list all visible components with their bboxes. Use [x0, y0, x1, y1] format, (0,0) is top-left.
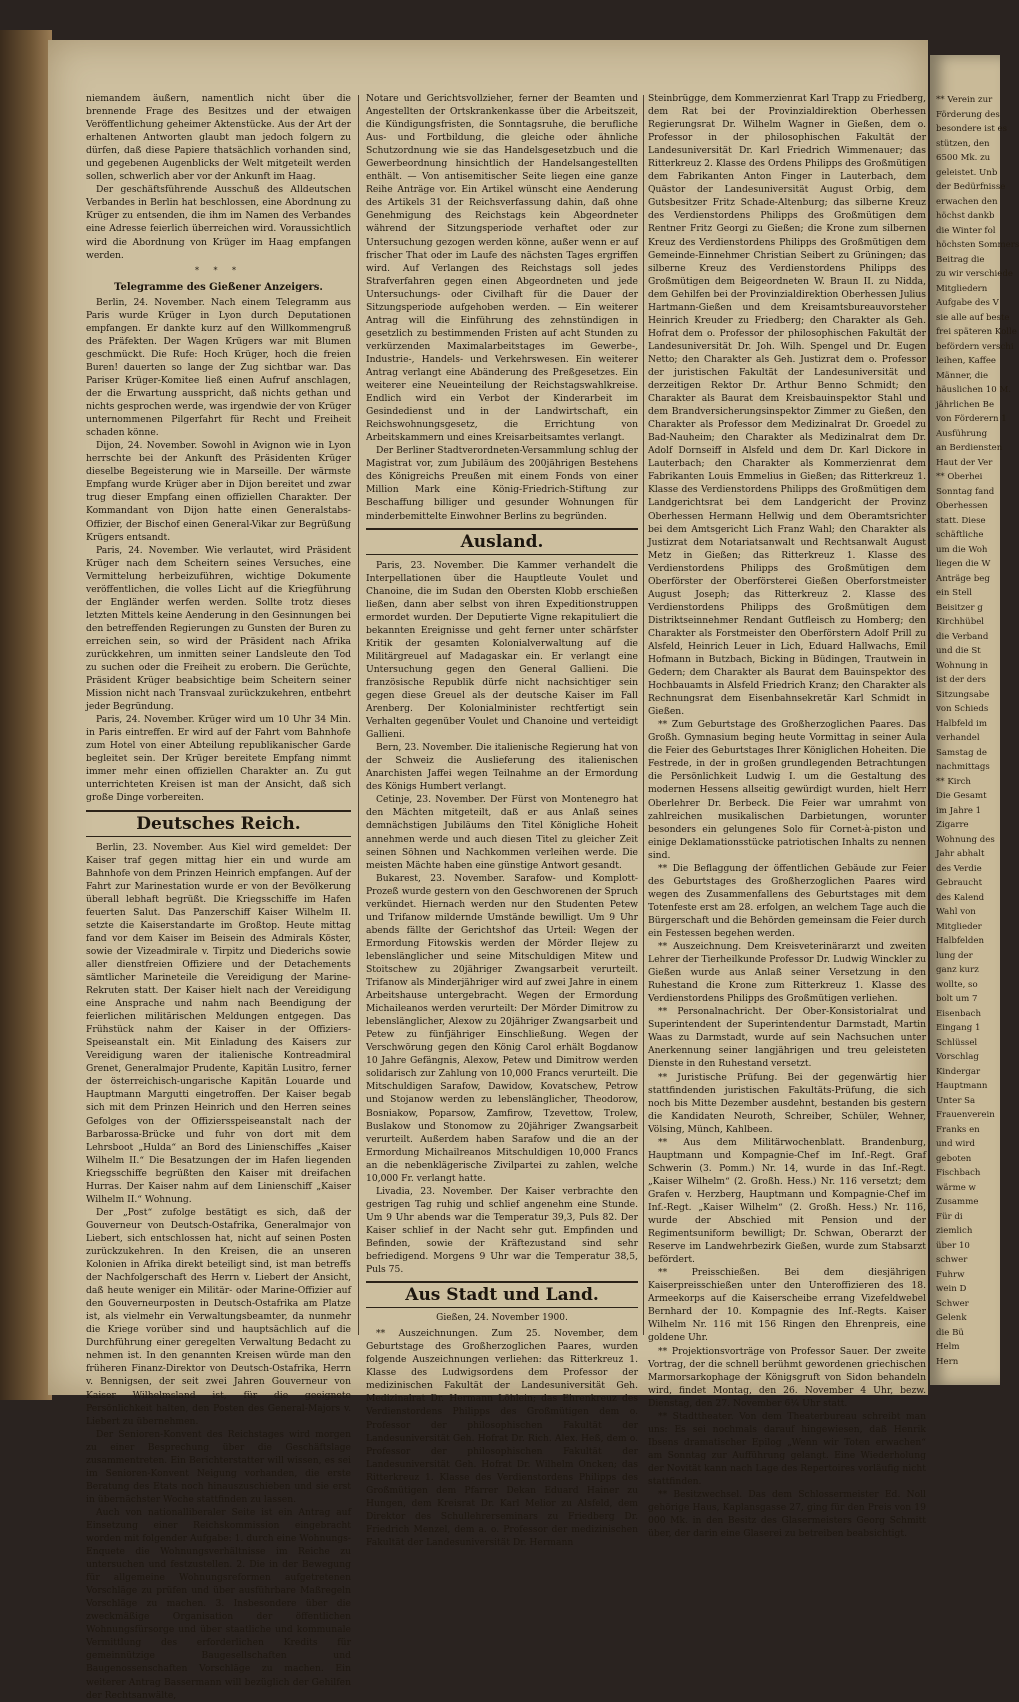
adjacent-page-line: nachmittags [936, 762, 990, 772]
section-heading-ausland: Ausland. [366, 528, 638, 555]
adjacent-page-line: Unter Sa [936, 1095, 976, 1106]
adjacent-page-line: Für di [936, 1211, 963, 1222]
paragraph: ** Preisschießen. Bei dem diesjährigen Kaiserpreisschießen unter den Unteroffizieren des 18. Armeekorps auf die Kaiserscheibe errang Vizefeldwebel Bernhard der 10. Kompagnie des Inf.-Regts. Kaiser Wilhelm Nr. 116 mit 156 Ringen den Ehrenpreis, eine goldene Uhr. [648, 1267, 926, 1344]
adjacent-page-line: Fuhrw [936, 1269, 965, 1280]
paragraph: ** Besitzwechsel. Das dem Schlossermeister Ed. Noll gehörige Haus, Kaplansgasse 27, ging für den Preis von 19 000 Mk. in den Besitz des Glasermeisters Georg Schmitt über, der darin eine Glaserei zu betreiben beabsichtigt. [648, 1489, 926, 1540]
adjacent-page-line: Wohnung in [936, 660, 989, 671]
book-binding-edge [0, 30, 52, 1400]
paragraph: Livadia, 23. November. Der Kaiser verbrachte den gestrigen Tag ruhig und schlief angenehm eine Stunde. Um 9 Uhr abends war die Temperatur 39,3, Puls 82. Der Kaiser schlief in der Nacht sehr gut. Empfinden und Befinden, sowie der Kräftezustand sind sehr befriedigend. Morgens 9 Uhr war die Temperatur 38,5, Puls 75. [366, 1185, 638, 1276]
adjacent-page-line: die Bü [936, 1327, 964, 1338]
adjacent-page-line: Helm [936, 1342, 960, 1352]
adjacent-page-line: Sonntag fand [936, 486, 995, 497]
adjacent-page-line: erwachen den [936, 196, 998, 207]
column-divider [643, 95, 644, 1335]
adjacent-page-line: ist der ders [936, 675, 986, 685]
paragraph: Berlin, 23. November. Aus Kiel wird gemeldet: Der Kaiser traf gegen mittag hier ein und wurde am Bahnhofe von dem Prinzen Heinrich empfangen. Auf der Fahrt zur Marinestation wurde er von der Bevölkerung überall lebhaft begrüßt. Die Kriegsschiffe im Hafen feuerten Salut. Das Panzerschiff Kaiser Wilhelm II. setzte die Kaiserstandarte im Großtop. Heute mittag fand vor dem Kaiser im Beisein des Admirals Köster, sowie der Vizeadmirale v. Tirpitz und Diederichs sowie aller dienstfreien Offiziere und der Detachements sämtlicher Marineteile die Vereidigung der Marine-Rekruten statt. Der Kaiser hielt nach der Vereidigung eine Ansprache und nahm nach Beendigung der feierlichen militärischen Meldungen entgegen. Das Frühstück nahm der Kaiser in der Offiziers-Speiseanstalt ein. Mit Einladung des Kaisers zur Vereidigung waren der italienische Kontreadmiral Grenet, Generalmajor Prudente, Kapitän Lusitro, ferner der österreichisch-ungarische Kapitän Louarde und Hauptmann Margutti eingetroffen. Der Kaiser begab sich mit dem Prinzen Heinrich und den Herren seines Gefolges von der Offiziersspeiseanstalt nach der Barbarossa-Brücke und fuhr von dort mit dem Lehrsboot „Hulda“ an Bord des Linienschiffes „Kaiser Wilhelm II.“ Die Besatzungen der im Hafen liegenden Kriegsschiffe begrüßten den Kaiser mit dreifachen Hurras. Der Kaiser nahm auf dem Linienschiff „Kaiser Wilhelm II.“ Wohnung. [86, 841, 351, 1205]
adjacent-page-line: verhandel [936, 733, 980, 743]
adjacent-page-line: statt. Diese [936, 515, 986, 526]
adjacent-page-line: ** Kirch [936, 776, 971, 787]
adjacent-page-line: von Schieds [936, 704, 989, 714]
paragraph: ** Juristische Prüfung. Bei der gegenwärtig hier stattfindenden juristischen Fakultäts-Prüfung, die sich noch bis Mitte Dezember ausdehnt, bestanden bis gestern die Kandidaten Neuroth, Schreiber, Schüler, Wehner, Völsing, Münch, Kahlbeen. [648, 1071, 926, 1135]
adjacent-page-line: ziemlich [936, 1226, 973, 1236]
adjacent-page-line: Beitrag die [936, 254, 985, 265]
adjacent-page-line: Sitzungsabe [936, 689, 990, 700]
adjacent-page-line: Vorschlag [936, 1052, 979, 1062]
section-heading-deutsches-reich: Deutsches Reich. [86, 810, 351, 837]
adjacent-page-line: 6500 Mk. zu [936, 153, 991, 163]
paragraph: Notare und Gerichtsvollzieher, ferner der Beamten und Angestellten der Ortskrankenkasse über die Arbeitszeit, die Kündigungsfristen, die Sonntagsruhe, die berufliche Aus- und Fortbildung, die gleiche oder ähnliche Schutzordnung wie sie das Handelsgesetzbuch und die Gewerbeordnung hinsichtlich der Handelsangestellten enthält. — Von antisemitischer Seite liegen eine ganze Reihe Anträge vor. Ein Artikel wünscht eine Aenderung des Artikels 31 der Reichsverfassung dahin, daß ohne Genehmigung des Reichstags kein Abgeordneter während der Sitzungsperiode verhaftet oder zur Untersuchung gezogen werden könne, außer wenn er auf frischer That oder im Laufe des nächsten Tages ergriffen wird. Auf Verlangen des Reichstags soll jedes Strafverfahren gegen einen Abgeordneten und jede Untersuchungs- oder Civilhaft für die Dauer der Sitzungsperiode aufgehoben werden. — Ein weiterer Antrag will die Einführung des zehnstündigen in gesetzlich zu bestimmenden Fristen auf acht Stunden zu verkürzenden Maximalarbeitstages im Gewerbe-, Industrie-, Handels- und Verkehrswesen. Ein weiterer Antrag verlangt eine Abänderung des Preßgesetzes. Ein weiterer eine Neueinteilung der Reichstagswahlkreise. Endlich wird ein Verbot der Kinderarbeit im Gesindedienst und in der Landwirtschaft, ein Reichswohnungsgesetz, die Errichtung von Arbeitskammern und eines Kreisarbeitsamtes verlangt. [366, 93, 638, 444]
adjacent-page-line: Halbfelden [936, 936, 985, 946]
adjacent-page-line: Frauenverein [936, 1110, 995, 1120]
adjacent-page-line: wärme w [936, 1182, 976, 1193]
adjacent-page-line: Mitglieder [936, 921, 982, 932]
adjacent-page-line: Zigarre [936, 820, 969, 830]
adjacent-page-line: von Förderern 1 [936, 414, 1007, 424]
paragraph: Paris, 24. November. Krüger wird um 10 Uhr 34 Min. in Paris eintreffen. Er wird auf der Fahrt vom Bahnhofe zum Hotel von einer Abteilung republikanischer Garde begleitet sein. Der Krüger bereitete Empfang nimmt immer mehr einen offiziellen Charakter an. Zu gut unterrichteten Kreisen ist man der Ansicht, daß sich große Dinge vorbereiten. [86, 714, 351, 804]
adjacent-page-line: befördern verschi [936, 341, 1014, 352]
adjacent-page-line: ** Verein zur [936, 95, 993, 105]
adjacent-page-line: wollte, so [936, 979, 978, 990]
adjacent-page-line: Hern [936, 1356, 959, 1367]
adjacent-page-line: im Jahre 1 [936, 805, 982, 816]
adjacent-page-line: zu wir verschiede [936, 269, 1013, 279]
paragraph: Der Berliner Stadtverordneten-Versammlung schlug der Magistrat vor, zum Jubiläum des 200jährigen Bestehens des Königreichs Preußen mit einem Fonds von einer Million Mark eine König-Friedrich-Stiftung zur Beschaffung billiger und gesunder Wohnungen für minderbemittelte Einwohner Berlins zu begründen. [366, 445, 638, 522]
adjacent-page-line: ganz kurz [936, 965, 979, 975]
adjacent-page-line: des Kalend [936, 892, 985, 903]
paragraph: ** Projektionsvorträge von Professor Sauer. Der zweite Vortrag, der die schnell berühmt gewordenen griechischen Marmorsarkophage der Königsgruft von Sidon behandeln wird, findet Montag, den 26. November 4 Uhr, bezw. Dienstag, den 27. November 6¼ Uhr statt. [648, 1345, 926, 1409]
adjacent-page-line: höchsten Sommers [936, 240, 1019, 250]
adjacent-page-line: und die St [936, 646, 981, 656]
paragraph: Paris, 23. November. Die Kammer verhandelt die Interpellationen über die Hauptleute Voulet und Chanoine, die im Sudan den Obersten Klobb erschießen ließen, dann aber selbst von ihren Expeditionstruppen ermordet wurden. Der Deputierte Vigne rekapituliert die bekannten Ereignisse und geht ferner unter schärfster Kritik der gesamten Kolonialverwaltung auf die Militärgreuel auf Madagaskar ein. Er verlangt eine Untersuchung gegen den General Gallieni. Die französische Republik dürfe nicht nachsichtiger sein gegen diese Greuel als der deutsche Kaiser im Fall Arenberg. Der Kolonialminister rechtfertigt sein Verhalten gegenüber Voulet und Chanoine und verteidigt Gallieni. [366, 559, 638, 741]
adjacent-page-line: bolt um 7 [936, 994, 978, 1004]
adjacent-page-line: Aufgabe des V [936, 298, 999, 308]
adjacent-page-line: geboten [936, 1153, 972, 1164]
paragraph: Dijon, 24. November. Sowohl in Avignon wie in Lyon herrschte bei der Ankunft des Präsidenten Krüger dieselbe Begeisterung wie in Marseille. Der wärmste Empfang wurde Krüger aber in Dijon bereitet und zwar trug dieser Empfang einen offiziellen Charakter. Der Kommandant von Dijon hatte einen Generalstabs-Offizier, der Bischof einen General-Vikar zur Begrüßung Krügers entsandt. [86, 440, 351, 543]
adjacent-page-line: häuslichen 10 M. [936, 385, 1011, 395]
adjacent-page-line: die Verband [936, 631, 989, 642]
adjacent-page-line: Oberhessen [936, 501, 988, 511]
adjacent-page-line: Beisitzer g [936, 602, 983, 613]
adjacent-page-line: Zusamme [936, 1197, 979, 1207]
paragraph: Der Senioren-Konvent des Reichstages wird morgen zu einer Besprechung über die Geschäftslage zusammentreten. Ein Berichterstatter will wissen, es sei im Senioren-Konvent Neigung vorhanden, die erste Beratung des Etats noch hinauszuschieben und sie erst in übernächster Woche stattfinden zu lassen. [86, 1428, 351, 1505]
adjacent-page-line: Wahl von [936, 907, 976, 917]
adjacent-page-line: Halbfeld im [936, 718, 988, 729]
paragraph: ** Aus dem Militärwochenblatt. Brandenburg, Hauptmann und Kompagnie-Chef im Inf.-Regt. Graf Schwerin (3. Pomm.) Nr. 14, wurde in das Inf.-Regt. „Kaiser Wilhelm“ (2. Großh. Hess.) Nr. 116 versetzt; dem Grafen v. Herzberg, Hauptmann und Kompagnie-Chef im Inf.-Regt. „Kaiser Wilhelm“ (2. Großh. Hess.) Nr. 116, wurde der Abschied mit Pension und der Regimentsuniform bewilligt; Dr. Schwan, Oberarzt der Reserve im Landwehrbezirk Gießen, wurde zum Stabsarzt befördert. [648, 1136, 926, 1266]
adjacent-page-line: Jahr abhalt [936, 849, 985, 859]
column-3 [648, 92, 926, 1540]
column-2 [366, 92, 638, 1548]
adjacent-page-line: Anträge beg [936, 573, 990, 584]
adjacent-page-line: Wohnung des [936, 834, 995, 845]
adjacent-page-line: wein D [936, 1284, 967, 1294]
adjacent-page-line: Eingang 1 [936, 1023, 981, 1033]
adjacent-page-line: Gelenk [936, 1313, 967, 1323]
adjacent-page-text [930, 55, 1019, 1369]
paragraph: ** Auszeichnung. Dem Kreisveterinärarzt und zweiten Lehrer der Tierheilkunde Professor Dr. Ludwig Winckler zu Gießen wurde aus Anlaß seiner Versetzung in den Ruhestand die Krone zum Ritterkreuz 1. Klasse des Verdienstordens Philipps des Großmütigen verliehen. [648, 941, 926, 1005]
column-1 [86, 92, 351, 1701]
adjacent-page-line: liegen die W [936, 559, 991, 569]
adjacent-page-line: über 10 [936, 1240, 970, 1251]
paragraph: Bukarest, 23. November. Sarafow- und Komplott-Prozeß wurde gestern von den Geschworenen der Spruch verkündet. Hiernach werden nur den Studenten Petew und Trifanow mildernde Umstände bewilligt. Um 9 Uhr abends fällte der Gerichtshof das Urteil: Wegen der Ermordung Fitowskis werden der Mörder Ilejew zu lebenslänglicher und seine Mitschuldigen Mitew und Stoitschew zu 20jähriger Zwangsarbeit verurteilt. Trifanow als Minderjähriger wird auf zwei Jahre in einem Arbeitshause untergebracht. Wegen der Ermordung Michaileanos werden verurteilt: Der Mörder Dimitrow zu lebenslänglicher, Alexow zu 20jähriger Zwangsarbeit und Petew zu fünfjähriger Einschließung. Wegen der Verschwörung gegen den König Carol erhält Bogdanow 10 Jahre Gefängnis, Alexow, Petew und Dimitrow werden solidarisch zur Zahlung von 10,000 Francs verurteilt. Die Mitschuldigen Sarafow, Dawidow, Kovatschew, Petrow und Stojanow werden zu lebenslänglicher, Theodorow, Bosniakow, Poparsow, Zamfirow, Tzevettow, Trolew, Buslakow und Stonomow zu 20jähriger Zwangsarbeit verurteilt. Außerdem haben Sarafow und die an der Ermordung Michailreanos Mitschuldigen 10,000 Francs an die nebenklägerische Zivilpartei zu zahlen, welche 10,000 Fr. verlangt hatte. [366, 872, 638, 1184]
adjacent-page-line: lung der [936, 950, 973, 961]
adjacent-page-line: an Berdiensten [936, 443, 1003, 453]
telegram-heading: Telegramme des Gießener Anzeigers. [114, 281, 323, 293]
adjacent-page-line: ein Stell [936, 588, 973, 598]
adjacent-page-line: Samstag de [936, 747, 987, 758]
paragraph: Paris, 24. November. Wie verlautet, wird Präsident Krüger nach dem Scheitern seines Versuches, eine Vermittelung herbeizuführen, wichtige Dokumente veröffentlichen, die volles Licht auf die Kriegführung der Engländer werfen werden. Sollte trotz dieses letzten Mittels keine Aenderung in den Gesinnungen bei den betreffenden Regierungen zu Gunsten der Buren zu erreichen sein, so wird der Präsident nach Afrika zurückkehren, um inmitten seiner Landsleute den Tod zu suchen oder die Freiheit zu erobern. Die Gerüchte, Präsident Krüger beabsichtige beim Scheitern seiner Mission nicht nach Transvaal zurückzukehren, entbehrt jeder Begründung. [86, 544, 351, 713]
column-divider [358, 95, 359, 1335]
adjacent-page-line: Förderung des [936, 109, 1000, 120]
adjacent-page-line: Mitgliedern [936, 283, 988, 294]
paragraph: Der „Post“ zufolge bestätigt es sich, daß der Gouverneur von Deutsch-Ostafrika, Generalmajor von Liebert, sich entschlossen hat, nicht auf seinen Posten zurückzukehren. In den Kreisen, die an unseren Kolonien in Afrika direkt beteiligt sind, ist man betreffs der Nachfolgerschaft des Herrn v. Liebert der Ansicht, daß heute weniger ein Militär- oder Marine-Offizier auf den Gouverneurposten in Deutsch-Ostafrika am Platze ist, als vielmehr ein Verwaltungsbeamter, da nunmehr die Kriege vorüber sind und hauptsächlich auf die Durchführung einer geregelten Verwaltung Bedacht zu nehmen ist. In den genannten Kreisen würde man den früheren Finanz-Direktor von Deutsch-Ostafrika, Herrn v. Bennigsen, der seit zwei Jahren Gouverneur von Kaiser Wilhelmsland ist, für die geeignete Persönlichkeit halten, den Posten des General-Majors v. Liebert zu übernehmen. [86, 1206, 351, 1427]
paragraph: Steinbrügge, dem Kommerzienrat Karl Trapp zu Friedberg, dem Rat bei der Provinzialdirektion Oberhessen Regierungsrat Dr. Wilhelm Wagner in Gießen, dem o. Professor in der philosophischen Fakultät der Landesuniversität Dr. Karl Friedrich Wimmenauer; das Ritterkreuz 2. Klasse des Ordens Philipps des Großmütigen dem Fabrikanten Anton Finger in Lauterbach, dem Quästor der Landesuniversität August Orbig, dem Gutsbesitzer Fritz Schade-Altenburg; das silberne Kreuz des Verdienstordens Philipps des Großmütigen dem Rentner Fritz Georgi zu Gießen; die Krone zum silbernen Kreuz des Verdienstordens Philipps des Großmütigen dem Gemeinde-Einnehmer Christian Seibert zu Grüningen; das silberne Kreuz des Verdienstordens Philipps des Großmütigen dem Beigeordneten W. Braun II. zu Nidda, dem Gehilfen bei der Provinzialdirektion Oberhessen Julius Hartmann-Gießen und dem Kreisamtsbureauvorsteher Heinrich Kreuder zu Friedberg; den Charakter als Geh. Hofrat dem o. Professor der philosophischen Fakultät der Landesuniversität Dr. Joh. Wilh. Spengel und Dr. Eugen Netto; den Charakter als Geh. Justizrat dem o. Professor der juristischen Fakultät der Landesuniversität und derzeitigen Rektor Dr. Arthur Benno Schmidt; den Charakter als Baurat dem Kreisbauinspektor Stahl und dem Brandversicherungsinspektor Zimmer zu Gießen, den Charakter als Professor dem Medizinalrat Dr. Groedel zu Bad-Nauheim; den Charakter als Medizinalrat dem Dr. Adolf Dornseiff in Alsfeld und dem Dr. Karl Dickore in Lauterbach; den Charakter als Kommerzienrat dem Fabrikanten Louis Emmelius in Gießen; das Ritterkreuz 1. Klasse des Verdienstordens Philipps des Großmütigen dem Landgerichtsrat bei dem Landgericht der Provinz Oberhessen Hermann Hellwig und dem Oberamtsrichter bei dem Amtsgericht Lich Franz Wahl; den Charakter als Justizrat dem Notariatsanwalt und Rechtsanwalt August Metz in Gießen; das Ritterkreuz 1. Klasse des Verdienstordens Philipps des Großmütigen dem Oberförster der Oberförsterei Gießen Oberforstmeister August Joseph; das Ritterkreuz 2. Klasse des Verdienstordens Philipps des Großmütigen dem Distriktseinnehmer Rendant Gutfleisch zu Homberg; den Charakter als Forstmeister den Oberförstern Adolf Prill zu Alsfeld, Heinrich Leuer in Lich, Eduard Hallwachs, Emil Hofmann in Butzbach, Bicking in Büdingen, Trautwein in Gedern; dem Charakter als Baurat dem Bauinspektor des Hochbauamts in Alsfeld Friedrich Kranz; den Charakter als Rechnungsrat dem Eisenbahnsekretär Karl Schmidt in Gießen. [648, 93, 926, 718]
adjacent-page-line: frei späteren Kolle [936, 327, 1017, 337]
paragraph: ** Personalnachricht. Der Ober-Konsistorialrat und Superintendent der Superintendentur Darmstadt, Martin Waas zu Darmstadt, wurde auf sein Nachsuchen unter Anerkennung seiner langjährigen und treu geleisteten Dienste in den Ruhestand versetzt. [648, 1006, 926, 1070]
paragraph: niemandem äußern, namentlich nicht über die brennende Frage des Besitzes und der etwaigen Veröffentlichung geheimer Aktenstücke. Aus der Art der erhaltenen Antworten glaubt man jedoch folgern zu dürfen, daß diese Papiere thatsächlich vorhanden sind, und gegebenen Augenblicks der Welt mitgeteilt werden sollen, schwerlich aber vor der Ankunft im Haag. [86, 93, 351, 183]
adjacent-page-line: ** Oberhei [936, 472, 983, 482]
paragraph: Bern, 23. November. Die italienische Regierung hat von der Schweiz die Auslieferung des italienischen Anarchisten Jaffei wegen Teilnahme an der Ermordung des Königs Humbert verlangt. [366, 742, 638, 793]
adjacent-page-line: besondere ist es [936, 124, 1008, 134]
paragraph: Cetinje, 23. November. Der Fürst von Montenegro hat den Mächten mitgeteilt, daß er aus Anlaß seines demnächstigen Jubiläums den Titel Königliche Hoheit annehmen werde und auch diesen Titel zu gleicher Zeit seinen Söhnen und Nachkommen verleihen werde. Die meisten Mächte haben eine günstige Antwort gesandt. [366, 794, 638, 871]
adjacent-page-line: Gebraucht [936, 878, 983, 888]
separator-stars: * * * [194, 265, 243, 275]
adjacent-page-line: und wird [936, 1139, 976, 1149]
adjacent-page-line: Kirchhübel [936, 617, 985, 627]
adjacent-page-line: Schwer [936, 1298, 969, 1309]
adjacent-page-line: des Verdie [936, 863, 982, 874]
dateline: Gießen, 24. November 1900. [436, 1313, 568, 1324]
adjacent-page-line: Schlüssel [936, 1037, 978, 1048]
adjacent-page-line: Kindergar [936, 1066, 981, 1077]
adjacent-page-line: Ausführung [936, 428, 988, 439]
paragraph: ** Auszeichnungen. Zum 25. November, dem Geburtstage des Großherzoglichen Paares, wurden folgende Auszeichnungen verliehen: das Ritterkreuz 1. Klasse des Ludwigsordens dem Professor der medizinischen Fakultät der Landesuniversität Geh. Medizinalrat Dr. Hermann Löhlein; das Ehrenkreuz des Verdienstordens Philipps des Großmütigen dem o. Professor der philosophischen Fakultät der Landesuniversität Geh. Hofrat Dr. Rich. Alex. Heß, dem o. Professor der philosophischen Fakultät der Landesuniversität Geh. Hofrat Dr. Wilhelm Oncken; das Ritterkreuz 1. Klasse des Verdienstordens Philipps des Großmütigen dem Pfarrer Dekan Eduard Hainer zu Hungen, dem Kreisrat Dr. Karl Melior zu Alsfeld, dem Direktor des Schullehrerseminars zu Friedberg Dr. Friedrich Menzel, dem a. o. Professor der medizinischen Fakultät der Landesuniversität Dr. Hermann [366, 1328, 638, 1548]
adjacent-page-strip [930, 55, 1019, 1385]
adjacent-page-line: Eisenbach [936, 1008, 982, 1019]
adjacent-page-line: sie alle auf beste [936, 312, 1010, 323]
paragraph: Der geschäftsführende Ausschuß des Alldeutschen Verbandes in Berlin hat beschlossen, eine Abordnung zu Krüger zu entsenden, die ihm im Namen des Verbandes eine Adresse feierlich überreichen wird. Voraussichtlich wird die Abordnung von Krüger im Haag empfangen werden. [86, 184, 351, 261]
adjacent-page-line: um die Woh [936, 544, 988, 555]
adjacent-page-line: Fischbach [936, 1168, 981, 1178]
section-heading-stadt-und-land: Aus Stadt und Land. [366, 1281, 638, 1308]
adjacent-page-line: Männer, die [936, 370, 989, 381]
adjacent-page-line: leihen, Kaffee [936, 356, 997, 366]
adjacent-page-line: höchst dankb [936, 211, 995, 221]
adjacent-page-line: geleistet. Unb [936, 167, 998, 178]
adjacent-page-line: Hauptmann [936, 1081, 988, 1091]
paragraph: ** Zum Geburtstage des Großherzoglichen Paares. Das Großh. Gymnasium beging heute Vormittag in seiner Aula die Feier des Geburtstages Ihrer Königlichen Hoheiten. Die Festrede, in der in großen grundlegenden Betrachtungen die Persönlichkeit Ludwig I. um die Gestaltung des modernen Hessens allseitig gewürdigt wurden, hielt Herr Oberlehrer Dr. Berbeck. Die Feier war umrahmt von zahlreichen musikalischen Darbietungen, worunter besonders ein gelungenes Solo für Cornet-à-piston und einige Deklamationsstücke patriotischen Inhalts zu nennen sind. [648, 719, 926, 861]
paragraph: Auch von nationalliberaler Seite ist ein Antrag auf Einsetzung einer Reichskommission eingebracht worden mit folgender Aufgabe: 1. durch eine Wohnungs-Enquete die Wohnungsverhältnisse im Reiche zu untersuchen und festzustellen. 2. Die in der Bewegung für allgemeine Wohnungsreformen aufgetretenen Vorschläge zu prüfen und über ausführbare Maßregeln Vorschläge zu machen. 3. Insbesondere über die zweckmäßige Organisation der öffentlichen Wohnungsfürsorge und über staatliche und kommunale Vermittlung des erforderlichen Kredits für gemeinnützige Baugesellschaften und Baugenossenschaften Vorschläge zu machen. Ein weiterer Antrag Bassermann will bezüglich der Gehilfen der Rechtsanwälte, [86, 1506, 351, 1701]
adjacent-page-line: Die Gesamt [936, 791, 987, 801]
adjacent-page-line: jährlichen Be [936, 399, 995, 410]
paragraph: ** Stadttheater. Von dem Theaterbureau schreibt man uns: Es sei nochmals darauf hingewiesen, daß Henrik Ibsens dramatischer Epilog „Wenn wir Toten erwachen“ am Sonntag zur Aufführung gelangt. Eine Wiederholung der Novität kann nach Lage des Repertoires vorläufig nicht stattfinden. [648, 1410, 926, 1487]
adjacent-page-line: Franks en [936, 1124, 980, 1135]
adjacent-page-line: die Winter fol [936, 225, 996, 236]
adjacent-page-line: schäftliche [936, 530, 984, 540]
paragraph: Berlin, 24. November. Nach einem Telegramm aus Paris wurde Krüger in Lyon durch Deputationen empfangen. Er dankte kurz auf den Willkommengruß des Präfekten. Der Wagen Krügers war mit Blumen geschmückt. Die Rufe: Hoch Krüger, hoch die freien Buren! dauerten so lange der Zug sichtbar war. Das Pariser Krüger-Komitee ließ einen Aufruf anschlagen, der die Erwartung ausspricht, daß nichts gethan und nichts gesprochen werde, was irgendwie der von Krüger unternommenen Pilgerfahrt für Recht und Freiheit schaden könne. [86, 296, 351, 439]
adjacent-page-line: stützen, den [936, 138, 990, 149]
adjacent-page-line: Haut der Ver [936, 457, 993, 468]
paragraph: ** Die Beflaggung der öffentlichen Gebäude zur Feier des Geburtstages des Großherzoglichen Paares wird wegen des Zusammenfallens des Geburtstages mit dem Totenfeste erst am 28. erfolgen, an welchem Tage auch die Bürgerschaft und die Behörden gemeinsam die Feier durch ein Festessen begehen werden. [648, 862, 926, 939]
adjacent-page-line: schwer [936, 1255, 968, 1265]
adjacent-page-line: der Bedürfnisse [936, 182, 1006, 192]
